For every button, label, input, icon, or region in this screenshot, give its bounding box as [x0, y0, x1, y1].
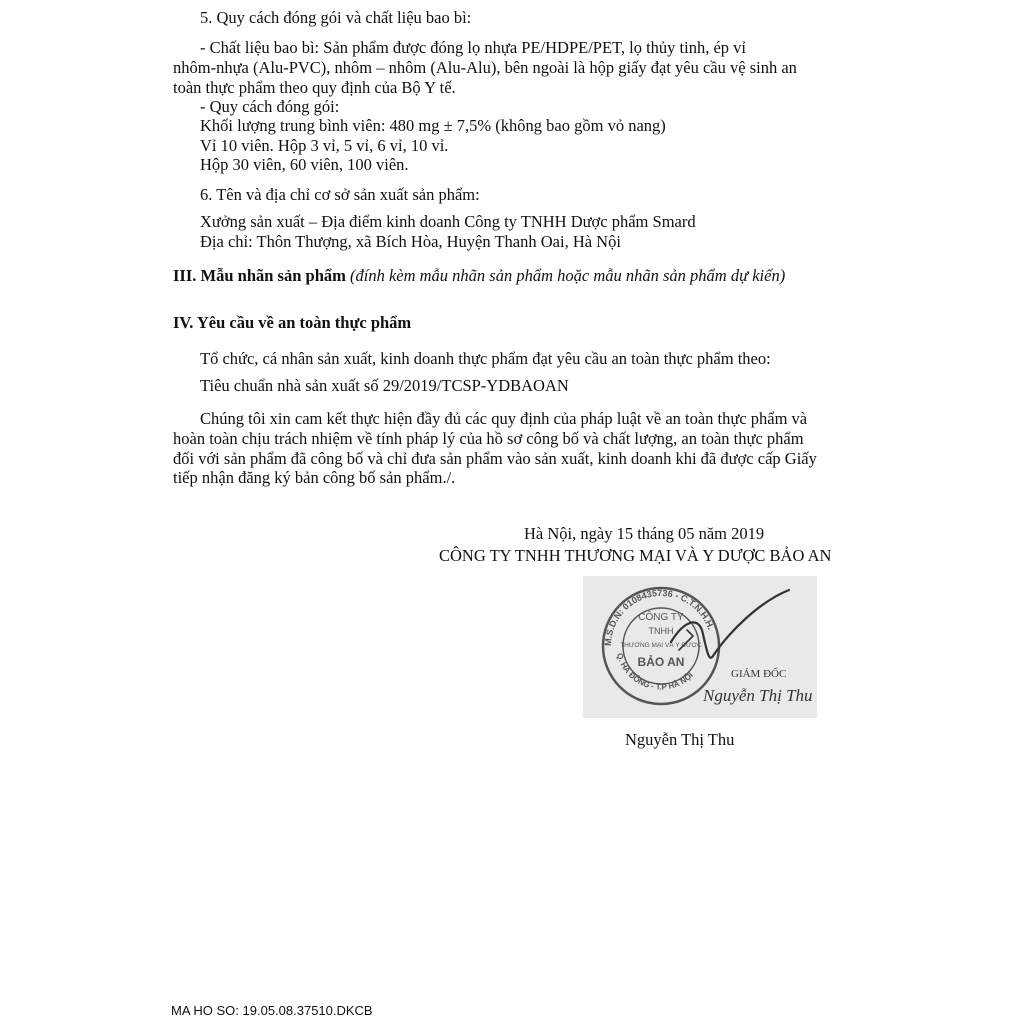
section3-row	[173, 266, 785, 286]
packing-line-2: Vỉ 10 viên. Hộp 3 vỉ, 5 vỉ, 6 vỉ, 10 vỉ.	[200, 136, 449, 155]
stamp-signature-image	[583, 576, 817, 718]
section6-heading: 6. Tên và địa chỉ cơ sở sản xuất sản phẩm:	[200, 185, 480, 204]
commitment-line-4: tiếp nhận đăng ký bản công bố sản phẩm./.	[173, 468, 456, 487]
address-line: Địa chỉ: Thôn Thượng, xã Bích Hòa, Huyện Thanh Oai, Hà Nội	[200, 232, 621, 251]
material-line-3: toàn thực phẩm theo quy định của Bộ Y tế.	[173, 78, 456, 97]
company-seal-icon	[583, 576, 817, 718]
dossier-code: MA HO SO: 19.05.08.37510.DKCB	[171, 1003, 373, 1018]
commitment-line-1: Chúng tôi xin cam kết thực hiện đầy đủ các quy định của pháp luật về an toàn thực phẩm và	[200, 409, 808, 428]
commitment-line-3: đối với sản phẩm đã công bố và chỉ đưa sản phẩm vào sản xuất, kinh doanh khi đã được cấp Giấy	[173, 449, 817, 468]
packing-label: - Quy cách đóng gói:	[200, 97, 340, 116]
handwritten-name: Nguyễn Thị Thu	[703, 686, 813, 705]
seal-center-line-4: BẢO AN	[637, 655, 685, 669]
seal-ring-bottom-text: Q. HÀ ĐÔNG - T.P HÀ NỘI	[614, 652, 695, 692]
material-line-1: - Chất liệu bao bì: Sản phẩm được đóng lọ nhựa PE/HDPE/PET, lọ thủy tinh, ép vỉ	[200, 38, 747, 57]
seal-center-line-3: THƯƠNG MẠI VÀ Y DƯỢC	[620, 642, 702, 649]
section3-heading: III. Mẫu nhãn sản phẩm	[173, 266, 346, 285]
standard-line: Tiêu chuẩn nhà sản xuất số 29/2019/TCSP-YDBAOAN	[200, 376, 569, 395]
commitment-line-2: hoàn toàn chịu trách nhiệm về tính pháp lý của hồ sơ công bố và chất lượng, an toàn thực phẩm	[173, 429, 804, 448]
seal-center-line-2: TNHH	[648, 626, 674, 636]
seal-center-line-1: CÔNG TY	[638, 612, 684, 623]
company-name: CÔNG TY TNHH THƯƠNG MẠI VÀ Y DƯỢC BẢO AN	[439, 546, 832, 565]
section4-intro: Tổ chức, cá nhân sản xuất, kinh doanh thực phẩm đạt yêu cầu an toàn thực phẩm theo:	[200, 349, 771, 368]
packing-line-3: Hộp 30 viên, 60 viên, 100 viên.	[200, 155, 409, 174]
packing-line-1: Khối lượng trung bình viên: 480 mg ± 7,5% (không bao gồm vỏ nang)	[200, 116, 666, 135]
section4-heading: IV. Yêu cầu về an toàn thực phẩm	[173, 313, 412, 332]
section3-note: (đính kèm mẫu nhãn sản phẩm hoặc mẫu nhãn sản phẩm dự kiến)	[350, 266, 786, 285]
section5-heading: 5. Quy cách đóng gói và chất liệu bao bì:	[200, 8, 472, 27]
manufacturer-line: Xưởng sản xuất – Địa điểm kinh doanh Công ty TNHH Dược phẩm Smard	[200, 212, 696, 231]
handwritten-title: GIÁM ĐỐC	[731, 668, 787, 680]
material-line-2: nhôm-nhựa (Alu-PVC), nhôm – nhôm (Alu-Alu), bên ngoài là hộp giấy đạt yêu cầu vệ sinh an	[173, 58, 797, 77]
signer-name: Nguyễn Thị Thu	[625, 730, 735, 749]
place-date: Hà Nội, ngày 15 tháng 05 năm 2019	[524, 524, 765, 543]
seal-ring-top-text: M.S.D.N: 0108435736 - C.T.N.H.H.	[602, 587, 717, 647]
